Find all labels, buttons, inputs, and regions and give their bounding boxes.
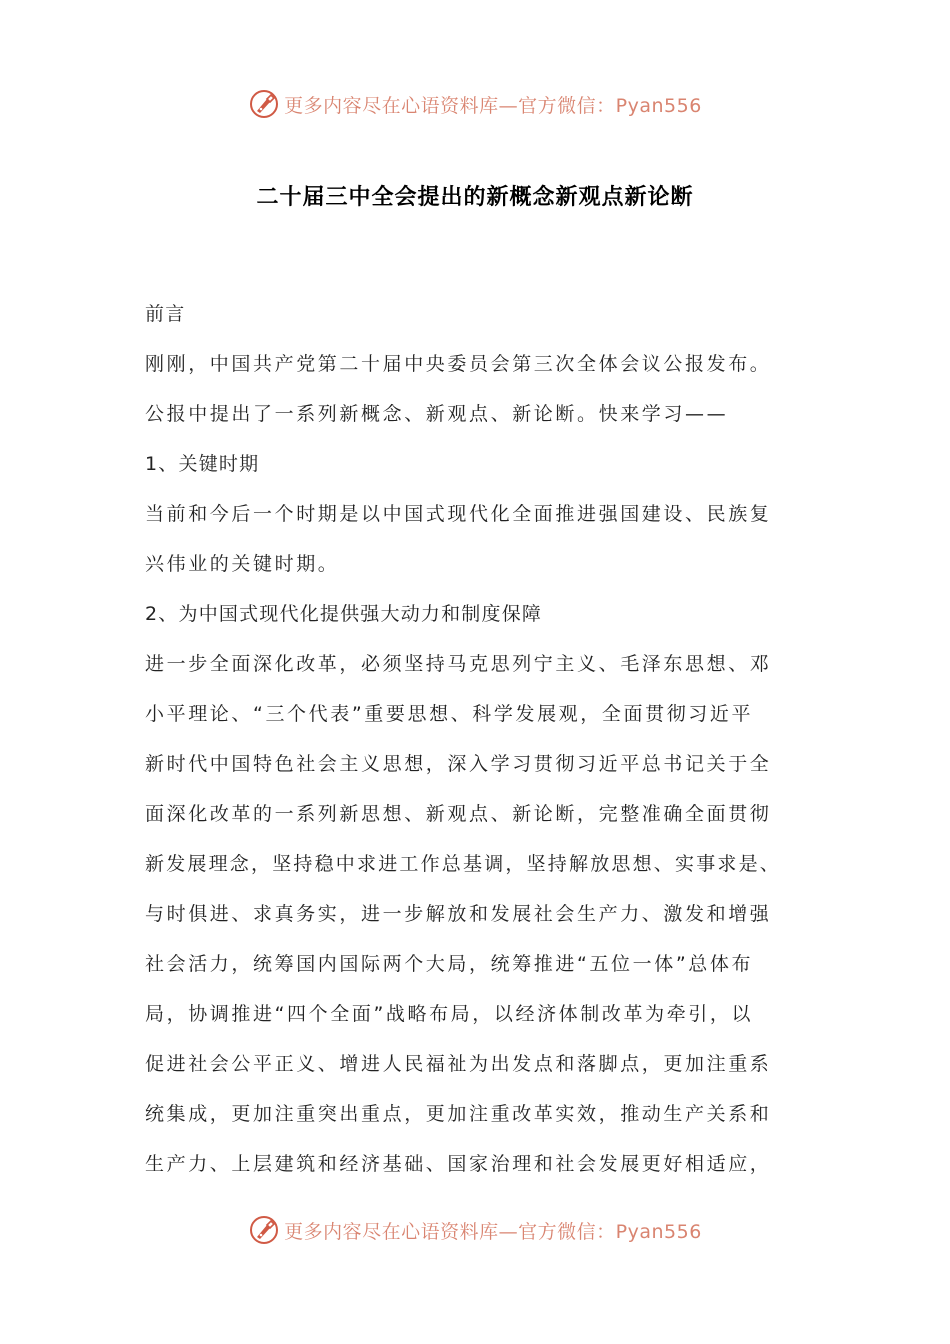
section-heading-preface: 前言 <box>145 303 186 325</box>
paragraph-line: 社会活力，统筹国内国际两个大局，统筹推进“五位一体”总体布 <box>145 953 754 975</box>
paragraph-line: 促进社会公平正义、增进人民福祉为出发点和落脚点，更加注重系 <box>145 1053 772 1075</box>
paragraph-line: 新发展理念，坚持稳中求进工作总基调，坚持解放思想、实事求是、 <box>145 853 782 875</box>
footer-brand-text <box>284 1217 702 1244</box>
footer-wechat-handle: Pyan556 <box>615 1220 702 1243</box>
section-heading-2: 2、为中国式现代化提供强大动力和制度保障 <box>145 603 543 625</box>
section-heading-1: 1、关键时期 <box>145 453 260 475</box>
paragraph-line: 局，协调推进“四个全面”战略布局，以经济体制改革为牵引，以 <box>145 1003 754 1025</box>
paragraph-line: 进一步全面深化改革，必须坚持马克思列宁主义、毛泽东思想、邓 <box>145 653 772 675</box>
paragraph-line: 公报中提出了一系列新概念、新观点、新论断。快来学习—— <box>145 403 729 425</box>
header-brand-label: 更多内容尽在心语资料库—官方微信： <box>284 94 616 117</box>
header-wechat-handle: Pyan556 <box>615 94 702 117</box>
footer-brand-label: 更多内容尽在心语资料库—官方微信： <box>284 1220 616 1243</box>
paragraph-line: 新时代中国特色社会主义思想，深入学习贯彻习近平总书记关于全 <box>145 753 772 775</box>
paragraph-line: 与时俱进、求真务实，进一步解放和发展社会生产力、激发和增强 <box>145 903 772 925</box>
header-watermark <box>0 84 950 124</box>
paragraph-line: 生产力、上层建筑和经济基础、国家治理和社会发展更好相适应， <box>145 1153 772 1175</box>
header-brand-text <box>284 91 702 118</box>
paragraph-line: 面深化改革的一系列新思想、新观点、新论断，完整准确全面贯彻 <box>145 803 772 825</box>
document-body <box>145 296 830 1196</box>
paragraph-line: 刚刚，中国共产党第二十届中央委员会第三次全体会议公报发布。 <box>145 353 772 375</box>
paragraph-line: 当前和今后一个时期是以中国式现代化全面推进强国建设、民族复 <box>145 503 772 525</box>
paragraph-line: 统集成，更加注重突出重点，更加注重改革实效，推动生产关系和 <box>145 1103 772 1125</box>
footer-watermark <box>0 1210 950 1250</box>
paragraph-line: 兴伟业的关键时期。 <box>145 553 340 575</box>
document-title: 二十届三中全会提出的新概念新观点新论断 <box>256 185 694 210</box>
paragraph-line: 小平理论、“三个代表”重要思想、科学发展观，全面贯彻习近平 <box>145 703 754 725</box>
pen-nib-circle-icon <box>248 1214 280 1246</box>
pen-nib-circle-icon <box>248 88 280 120</box>
